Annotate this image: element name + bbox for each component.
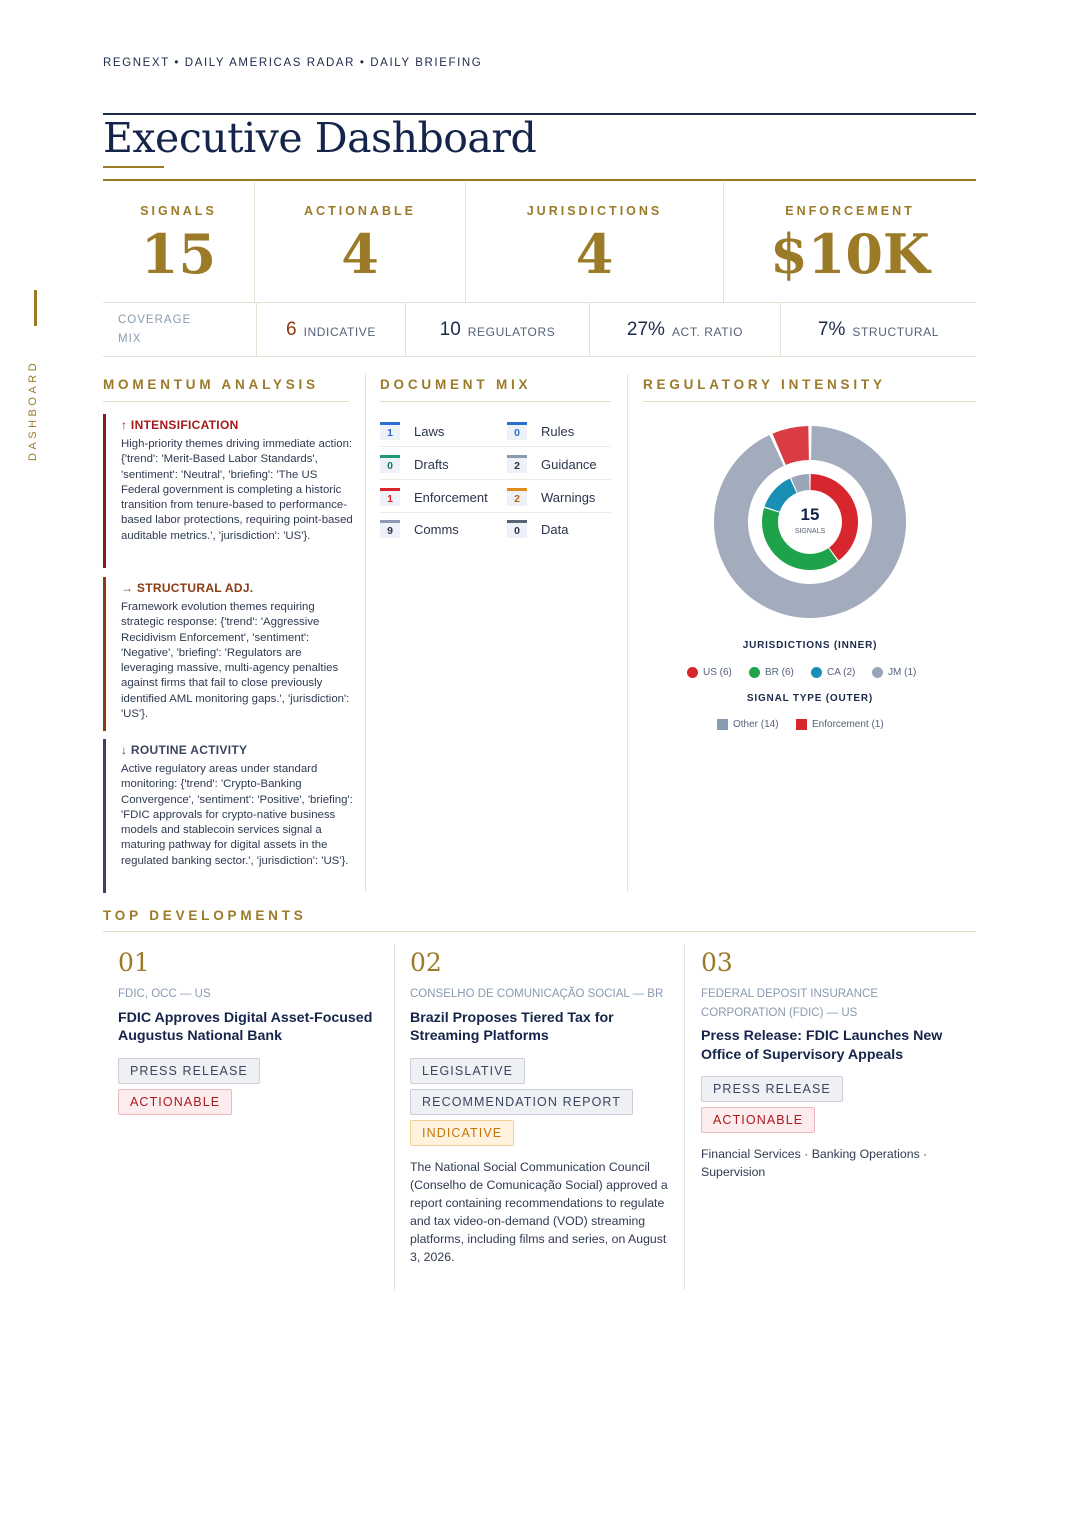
- development-number: 03: [701, 948, 733, 977]
- document-type-label: Laws: [414, 423, 445, 439]
- development-source: FDIC, OCC — US: [118, 988, 211, 1000]
- document-mix-item: [380, 518, 459, 540]
- document-mix-heading: DOCUMENT MIX: [380, 377, 532, 392]
- tag-indicative: INDICATIVE: [410, 1120, 514, 1146]
- tag-recommendation-report: RECOMMENDATION REPORT: [410, 1089, 633, 1115]
- legend-item: [811, 667, 855, 678]
- coverage-regulators: [406, 303, 589, 356]
- development-body: Financial Services · Banking Operations · Supervision: [701, 1147, 928, 1179]
- developments-heading: TOP DEVELOPMENTS: [103, 908, 307, 923]
- page-title: Executive Dashboard: [103, 114, 537, 162]
- document-count-badge: 2: [507, 455, 527, 473]
- development-divider: [684, 944, 685, 1290]
- momentum-title: ↑ INTENSIFICATION: [121, 418, 239, 432]
- momentum-rule: [103, 401, 349, 402]
- title-bottom-rule: [103, 179, 976, 181]
- intensity-rule: [643, 401, 976, 402]
- column-divider: [627, 374, 628, 892]
- breadcrumb: REGNEXT • DAILY AMERICAS RADAR • DAILY BRIEFING: [103, 57, 483, 69]
- kpi-value: $10K: [770, 222, 930, 286]
- kpi-enforcement: [724, 182, 976, 302]
- coverage-word: ACT. RATIO: [671, 324, 744, 339]
- legend-label: CA (2): [827, 667, 856, 678]
- document-type-label: Data: [541, 521, 569, 537]
- momentum-title: → STRUCTURAL ADJ.: [121, 581, 254, 595]
- kpi-signals: [103, 182, 254, 302]
- legend-swatch: [717, 719, 728, 730]
- development-card-3[interactable]: [701, 948, 963, 1181]
- tag-press-release: PRESS RELEASE: [118, 1058, 260, 1084]
- kpi-value: 4: [341, 222, 379, 286]
- coverage-number: 10: [439, 318, 461, 340]
- tag-legislative: LEGISLATIVE: [410, 1058, 525, 1084]
- side-accent-bar: [34, 290, 37, 326]
- development-card-1[interactable]: [118, 948, 388, 1115]
- document-count-badge: 9: [380, 520, 400, 538]
- legend-item: [796, 719, 884, 730]
- document-mix-row-rule: [380, 446, 611, 447]
- momentum-body: High-priority themes driving immediate action: {'trend': 'Merit-Based Labor Standards', 'sentiment': 'Neutral', 'briefing': 'The US Federal government is completing a historic transition from tenure-based to performance-based labor protections, requiring point-based auditable metrics.', 'jurisdiction': 'US'}.: [121, 438, 353, 542]
- legend-item: [872, 667, 916, 678]
- kpi-label: ENFORCEMENT: [785, 204, 915, 218]
- coverage-structural: [781, 303, 976, 356]
- development-divider: [394, 944, 395, 1290]
- coverage-word: INDICATIVE: [303, 324, 377, 339]
- document-count-badge: 1: [380, 422, 400, 440]
- kpi-label: SIGNALS: [140, 204, 217, 218]
- development-number: 02: [410, 948, 442, 977]
- donut-center-label: SIGNALS: [794, 528, 826, 535]
- legend-item: [717, 719, 779, 730]
- kpi-jurisdictions: [466, 182, 723, 302]
- document-count-badge: 0: [380, 455, 400, 473]
- development-body: The National Social Communication Council (Conselho de Comunicação Social) approved a report containing recommendations to regulate and tax video-on-demand (VOD) streaming platforms, including films and series, on August 3, 2026.: [410, 1159, 668, 1264]
- document-mix-row-rule: [380, 479, 611, 480]
- development-card-2[interactable]: [410, 948, 672, 1266]
- kpi-label: ACTIONABLE: [304, 204, 416, 218]
- legend-item: [687, 667, 732, 678]
- development-title[interactable]: Brazil Proposes Tiered Tax for Streaming Platforms: [410, 1009, 614, 1044]
- coverage-word: REGULATORS: [467, 324, 556, 339]
- document-mix-item: [507, 486, 595, 508]
- momentum-intensification: [103, 414, 353, 568]
- coverage-number: 6: [285, 318, 297, 340]
- document-mix-item: [507, 518, 568, 540]
- development-source: CONSELHO DE COMUNICAÇÃO SOCIAL — BR: [410, 988, 664, 1000]
- side-section-label: DASHBOARD: [27, 359, 39, 461]
- document-count-badge: 0: [507, 520, 527, 538]
- intensity-donut-chart: [710, 422, 910, 622]
- momentum-body: Framework evolution themes requiring strategic response: {'trend': 'Aggressive Recidivism Enforcement', 'sentiment': 'Negative', 'briefing': 'Regulators are leveraging massive, multi-agency penalties against firms that fail to close previously identified AML monitoring gaps.', 'jurisdiction': 'US'}.: [121, 601, 350, 721]
- document-type-label: Drafts: [414, 456, 449, 472]
- developments-rule: [103, 931, 976, 932]
- kpi-label: JURISDICTIONS: [526, 204, 663, 218]
- momentum-routine: [103, 739, 353, 893]
- document-type-label: Comms: [414, 521, 459, 537]
- document-mix-rule: [380, 401, 611, 402]
- development-number: 01: [118, 948, 150, 977]
- momentum-title: ↓ ROUTINE ACTIVITY: [121, 743, 248, 757]
- momentum-heading: MOMENTUM ANALYSIS: [103, 377, 319, 392]
- momentum-structural: [103, 577, 353, 731]
- coverage-act-ratio: [590, 303, 780, 356]
- inner-legend-title: JURISDICTIONS (INNER): [742, 640, 878, 651]
- document-type-label: Warnings: [541, 489, 596, 505]
- legend-swatch: [687, 667, 698, 678]
- document-mix-item: [507, 420, 574, 442]
- coverage-number: 27%: [626, 318, 665, 340]
- legend-item: [749, 667, 794, 678]
- coverage-number: 7%: [817, 318, 846, 340]
- legend-label: Enforcement (1): [812, 719, 884, 730]
- tag-press-release: PRESS RELEASE: [701, 1076, 843, 1102]
- momentum-body: Active regulatory areas under standard monitoring: {'trend': 'Crypto-Banking Convergence', 'sentiment': 'Positive', 'briefing': 'FDIC approvals for crypto-native business models and stablecoin services signal a maturing pathway for digital assets in the regulated banking sector.', 'jurisdiction': 'US'}.: [121, 763, 353, 867]
- document-count-badge: 2: [507, 488, 527, 506]
- coverage-label: COVERAGE MIX: [118, 314, 192, 345]
- development-title[interactable]: FDIC Approves Digital Asset-Focused Augustus National Bank: [118, 1009, 373, 1044]
- legend-label: JM (1): [888, 667, 917, 678]
- kpi-value: 4: [575, 222, 614, 286]
- document-mix-row-rule: [380, 512, 611, 513]
- title-accent-rule: [103, 166, 164, 168]
- legend-label: Other (14): [733, 719, 779, 730]
- coverage-row-rule: [103, 356, 976, 357]
- document-type-label: Guidance: [541, 456, 597, 472]
- legend-swatch: [872, 667, 883, 678]
- legend-swatch: [811, 667, 822, 678]
- document-type-label: Enforcement: [414, 489, 488, 505]
- donut-center-value: 15: [800, 505, 820, 524]
- development-source: FEDERAL DEPOSIT INSURANCE CORPORATION (FDIC) — US: [701, 988, 879, 1019]
- coverage-indicative: [257, 303, 405, 356]
- document-count-badge: 0: [507, 422, 527, 440]
- outer-legend-title: SIGNAL TYPE (OUTER): [746, 693, 874, 704]
- document-type-label: Rules: [541, 423, 575, 439]
- kpi-actionable: [255, 182, 465, 302]
- document-count-badge: 1: [380, 488, 400, 506]
- kpi-value: 15: [140, 222, 217, 286]
- legend-label: US (6): [703, 667, 732, 678]
- development-title[interactable]: Press Release: FDIC Launches New Office of Supervisory Appeals: [701, 1028, 943, 1063]
- tag-actionable: ACTIONABLE: [118, 1089, 232, 1115]
- tag-actionable: ACTIONABLE: [701, 1107, 815, 1133]
- document-mix-item: [507, 453, 597, 475]
- legend-swatch: [749, 667, 760, 678]
- coverage-word: STRUCTURAL: [852, 324, 940, 339]
- legend-label: BR (6): [765, 667, 794, 678]
- legend-swatch: [796, 719, 807, 730]
- document-mix-item: [380, 420, 444, 442]
- intensity-heading: REGULATORY INTENSITY: [643, 377, 886, 392]
- jurisdiction-slice-ca: [765, 478, 797, 511]
- document-mix-item: [380, 453, 449, 475]
- column-divider: [365, 374, 366, 892]
- document-mix-item: [380, 486, 488, 508]
